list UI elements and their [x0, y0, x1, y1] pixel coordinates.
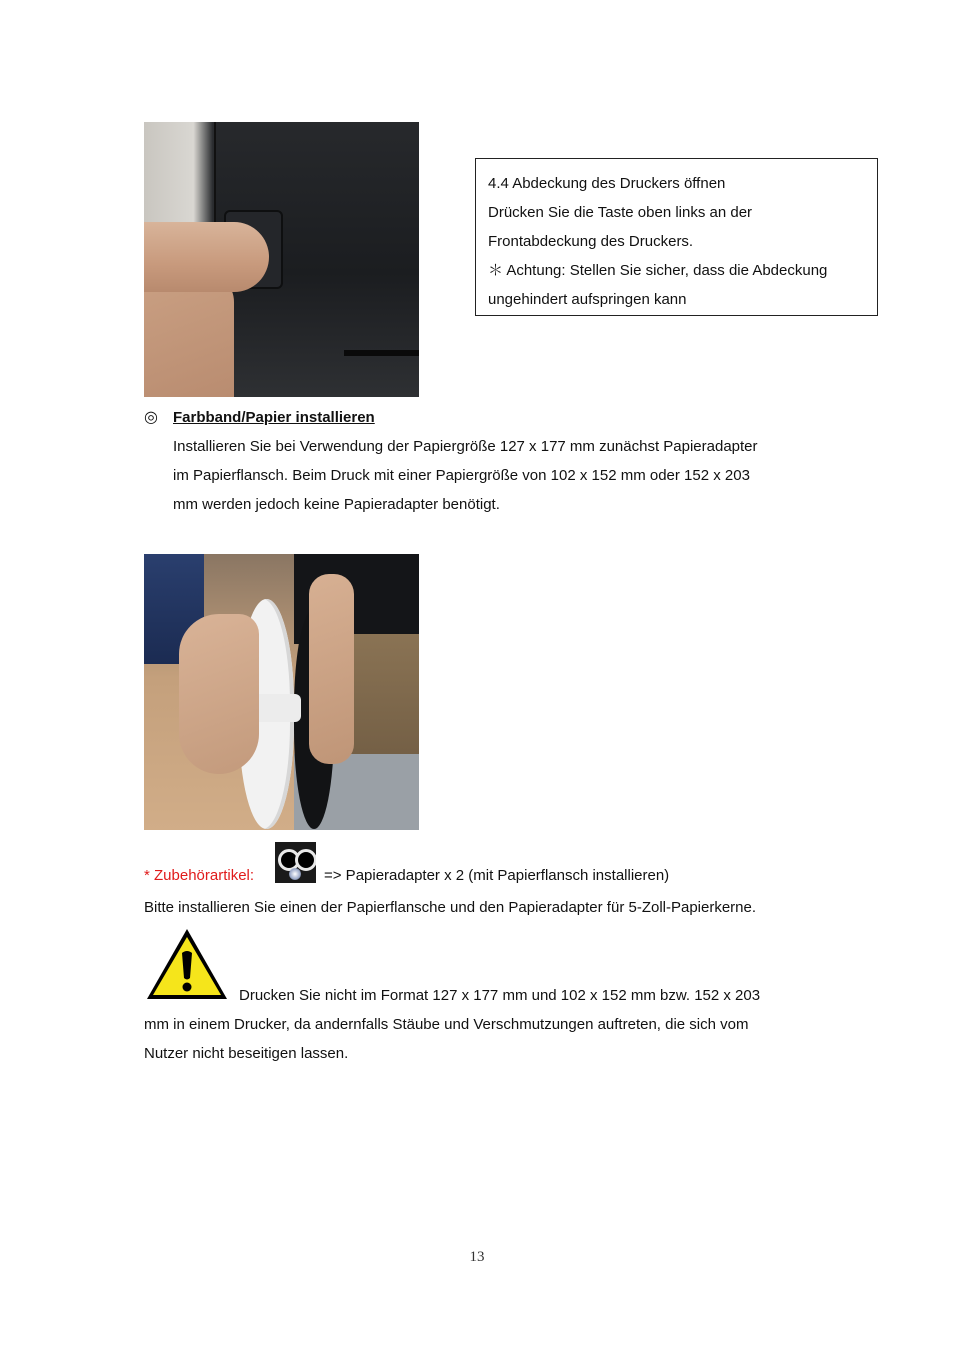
warning-text: Drucken Sie nicht im Format 127 x 177 mm und 102 x 152 mm bzw. 152 x 203 — [239, 987, 761, 1004]
step-heading: 4.4 Abdeckung des Druckers öffnen — [488, 175, 726, 192]
step-caution: ＊ Achtung: Stellen Sie sicher, dass die Abdeckung — [488, 262, 828, 279]
section-marker: ◎ — [144, 409, 158, 426]
warning-text-continued — [144, 1010, 824, 1068]
install-note: Bitte installieren Sie einen der Papierflansche und den Papieradapter für 5-Zoll-Papierkerne. — [144, 899, 757, 916]
body-line: mm werden jedoch keine Papieradapter benötigt. — [173, 496, 500, 513]
section-body — [173, 432, 813, 519]
hand — [179, 614, 259, 774]
step-line: Frontabdeckung des Druckers. — [488, 233, 694, 250]
warning-line: Nutzer nicht beseitigen lassen. — [144, 1045, 349, 1062]
finger — [144, 222, 269, 292]
section-title: Farbband/Papier installieren — [173, 409, 375, 426]
paper-slot — [344, 350, 419, 356]
paper-adapter-thumbnail — [275, 842, 316, 883]
printer-cover-photo — [144, 122, 419, 397]
adapter-ring — [295, 849, 316, 871]
paper-flange-photo — [144, 554, 419, 830]
warning-line: mm in einem Drucker, da andernfalls Stäube und Verschmutzungen auftreten, die sich vom — [144, 1016, 749, 1033]
accessory-text: => Papieradapter x 2 (mit Papierflansch installieren) — [324, 867, 670, 884]
accessory-label: * Zubehörartikel: — [144, 867, 255, 884]
step-line: Drücken Sie die Taste oben links an der — [488, 204, 753, 221]
warning-triangle-icon — [144, 926, 230, 1002]
light-reflection — [289, 868, 301, 880]
step-callout-box — [475, 158, 878, 316]
hand — [309, 574, 354, 764]
body-line: im Papierflansch. Beim Druck mit einer Papiergröße von 102 x 152 mm oder 152 x 203 — [173, 467, 750, 484]
page-number: 13 — [469, 1249, 485, 1265]
step-caution: ungehindert aufspringen kann — [488, 291, 687, 308]
body-line: Installieren Sie bei Verwendung der Papiergröße 127 x 177 mm zunächst Papieradapter — [173, 438, 758, 455]
